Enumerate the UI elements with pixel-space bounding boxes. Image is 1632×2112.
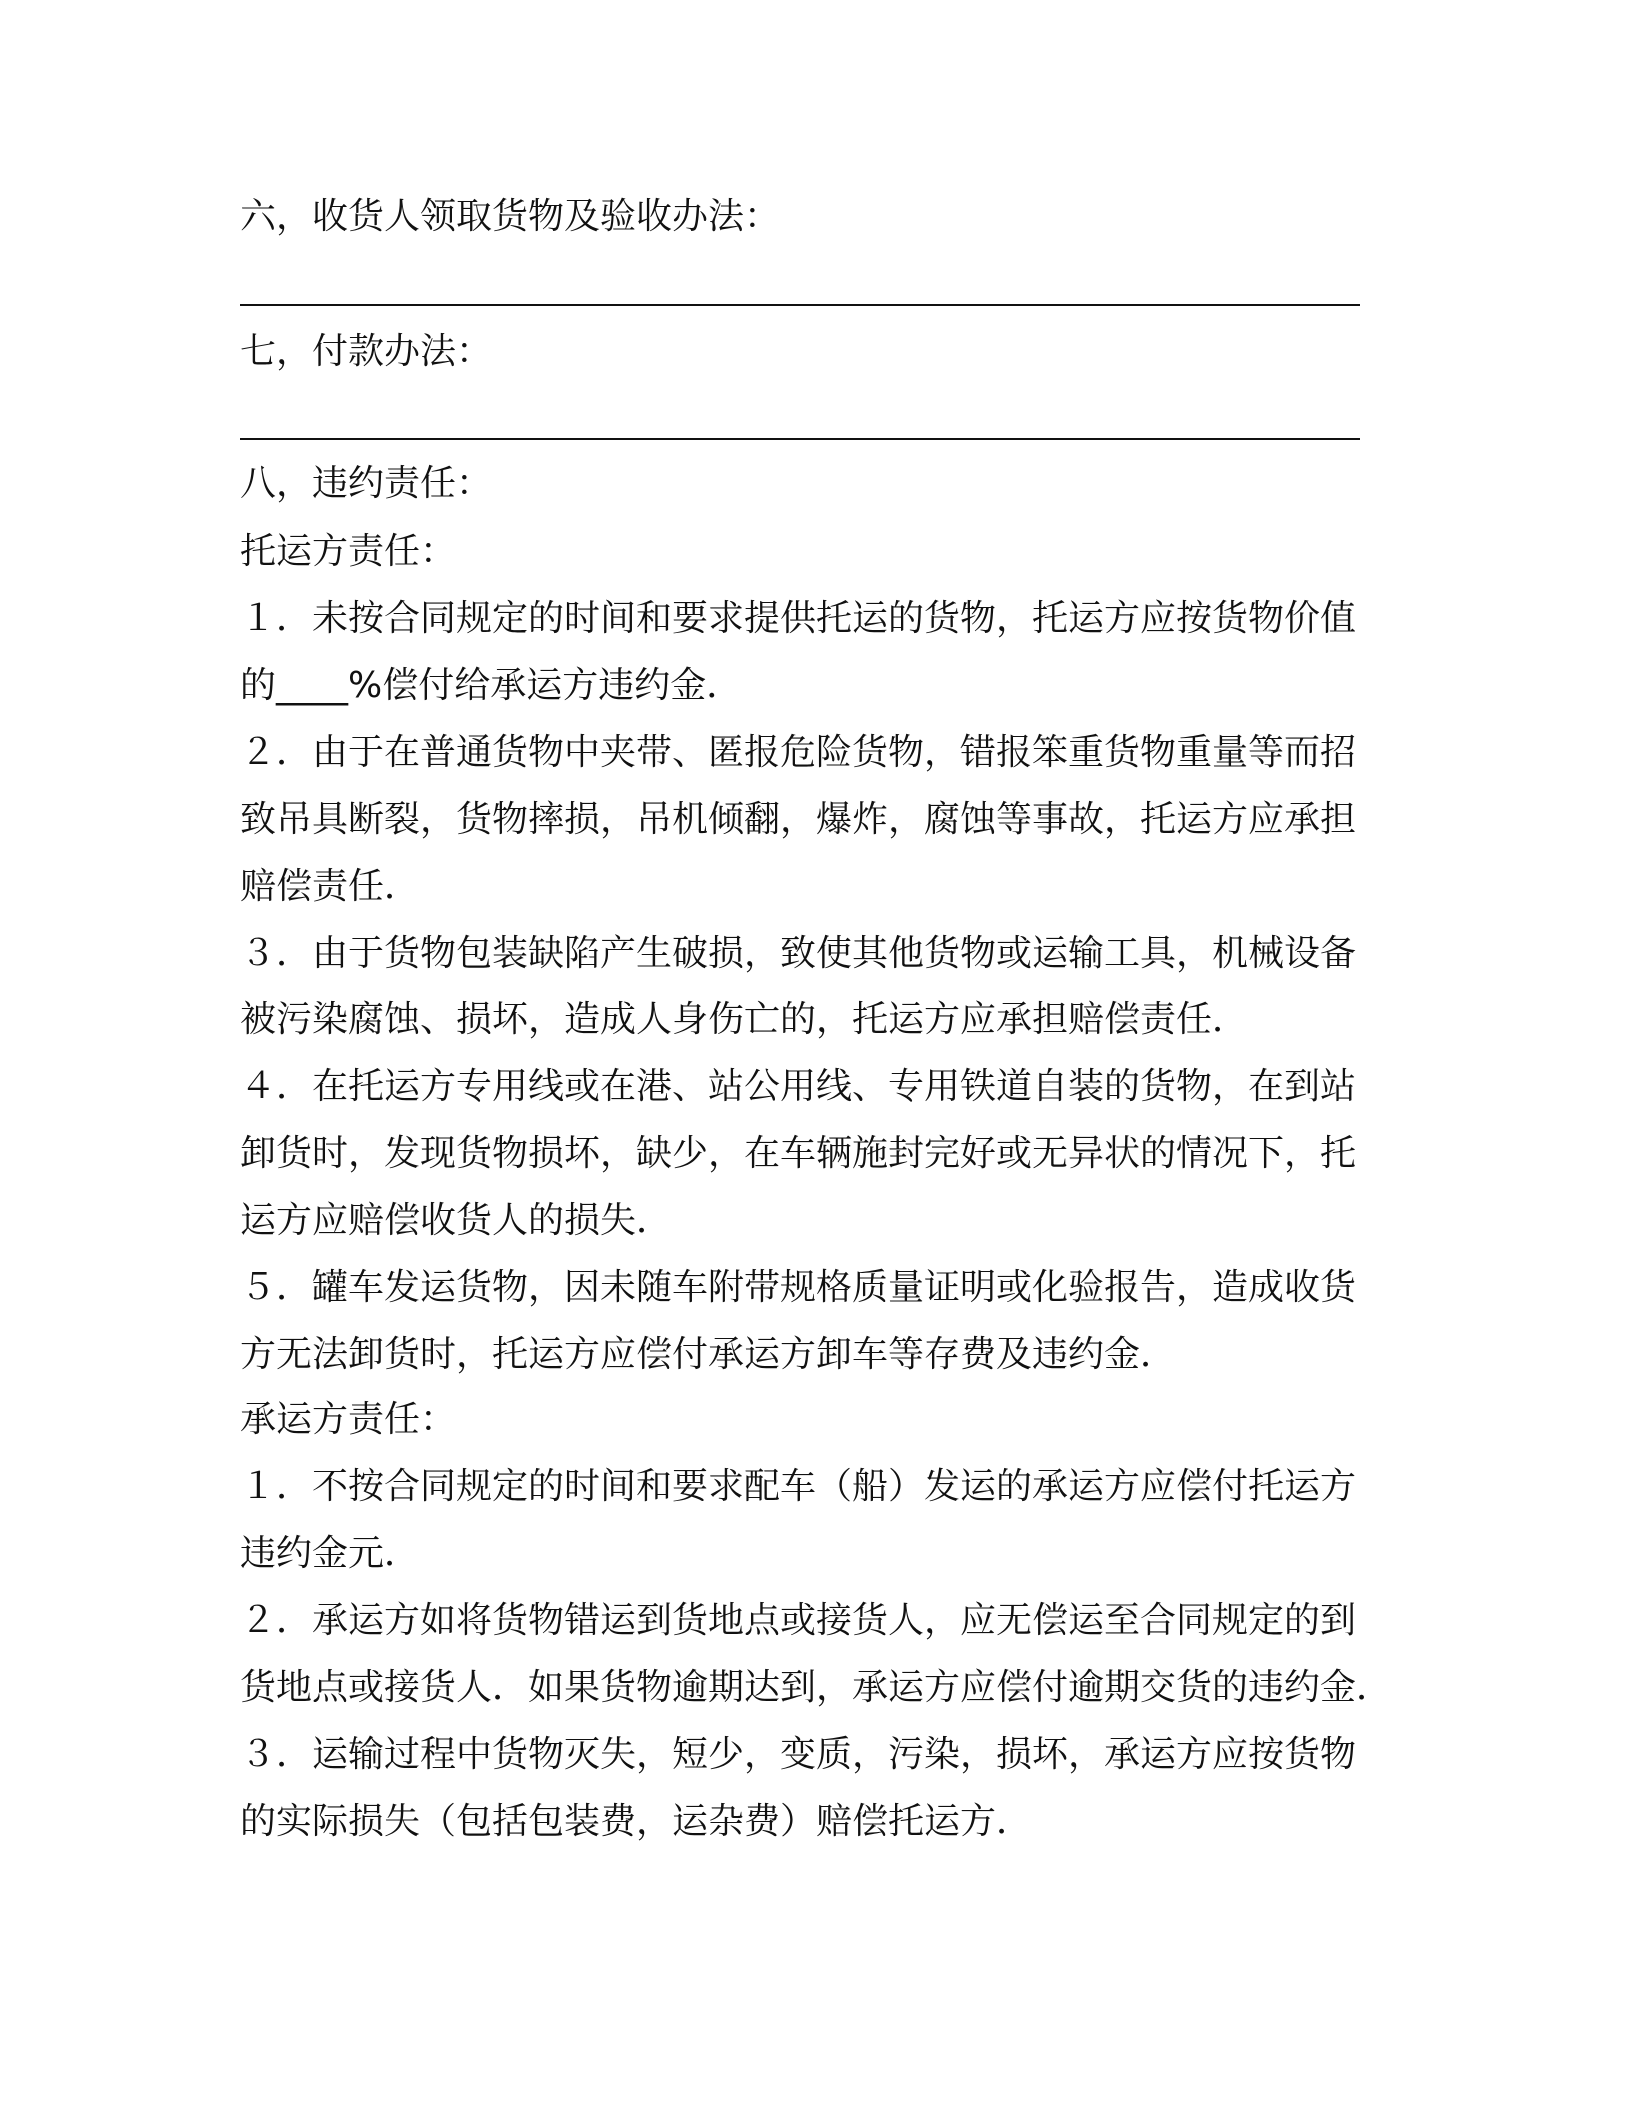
carrier-line: 货地点或接货人．如果货物逾期达到，承运方应偿付逾期交货的违约金． [240, 1667, 1393, 1708]
shipper-line: 赔偿责任． [240, 866, 421, 907]
shipper-line: 卸货时，发现货物损坏，缺少，在车辆施封完好或无异状的情况下，托 [240, 1133, 1357, 1174]
carrier-line: 违约金元． [240, 1533, 421, 1574]
section-seven-heading: 七，付款办法： [240, 331, 493, 372]
shipper-line: 运方应赔偿收货人的损失． [240, 1200, 673, 1241]
carrier-line: ２．承运方如将货物错运到货地点或接货人，应无偿运至合同规定的到 [240, 1600, 1357, 1641]
carrier-responsibility-title: 承运方责任： [240, 1399, 457, 1440]
shipper-responsibility-title: 托运方责任： [240, 531, 457, 572]
shipper-line: 的____%偿付给承运方违约金． [240, 665, 743, 706]
shipper-line: 被污染腐蚀、损坏，造成人身伤亡的，托运方应承担赔偿责任． [240, 999, 1249, 1040]
section-six-fill-line [240, 304, 1360, 306]
section-eight-heading: 八，违约责任： [240, 463, 493, 504]
carrier-line: 的实际损失（包括包装费，运杂费）赔偿托运方． [240, 1801, 1033, 1842]
shipper-line: 方无法卸货时，托运方应偿付承运方卸车等存费及违约金． [240, 1334, 1177, 1375]
shipper-line: ５．罐车发运货物，因未随车附带规格质量证明或化验报告，造成收货 [240, 1267, 1357, 1308]
carrier-line: ３．运输过程中货物灭失，短少，变质，污染，损坏，承运方应按货物 [240, 1734, 1357, 1775]
shipper-line: ３．由于货物包装缺陷产生破损，致使其他货物或运输工具，机械设备 [240, 933, 1357, 974]
section-seven-fill-line [240, 438, 1360, 440]
shipper-line: ４．在托运方专用线或在港、站公用线、专用铁道自装的货物，在到站 [240, 1066, 1357, 1107]
section-six-heading: 六，收货人领取货物及验收办法： [240, 196, 781, 237]
shipper-line: ２．由于在普通货物中夹带、匿报危险货物，错报笨重货物重量等而招 [240, 732, 1357, 773]
shipper-line: 致吊具断裂，货物摔损，吊机倾翻，爆炸，腐蚀等事故，托运方应承担 [240, 799, 1357, 840]
shipper-line: １．未按合同规定的时间和要求提供托运的货物，托运方应按货物价值 [240, 598, 1357, 639]
carrier-line: １．不按合同规定的时间和要求配车（船）发运的承运方应偿付托运方 [240, 1466, 1357, 1507]
